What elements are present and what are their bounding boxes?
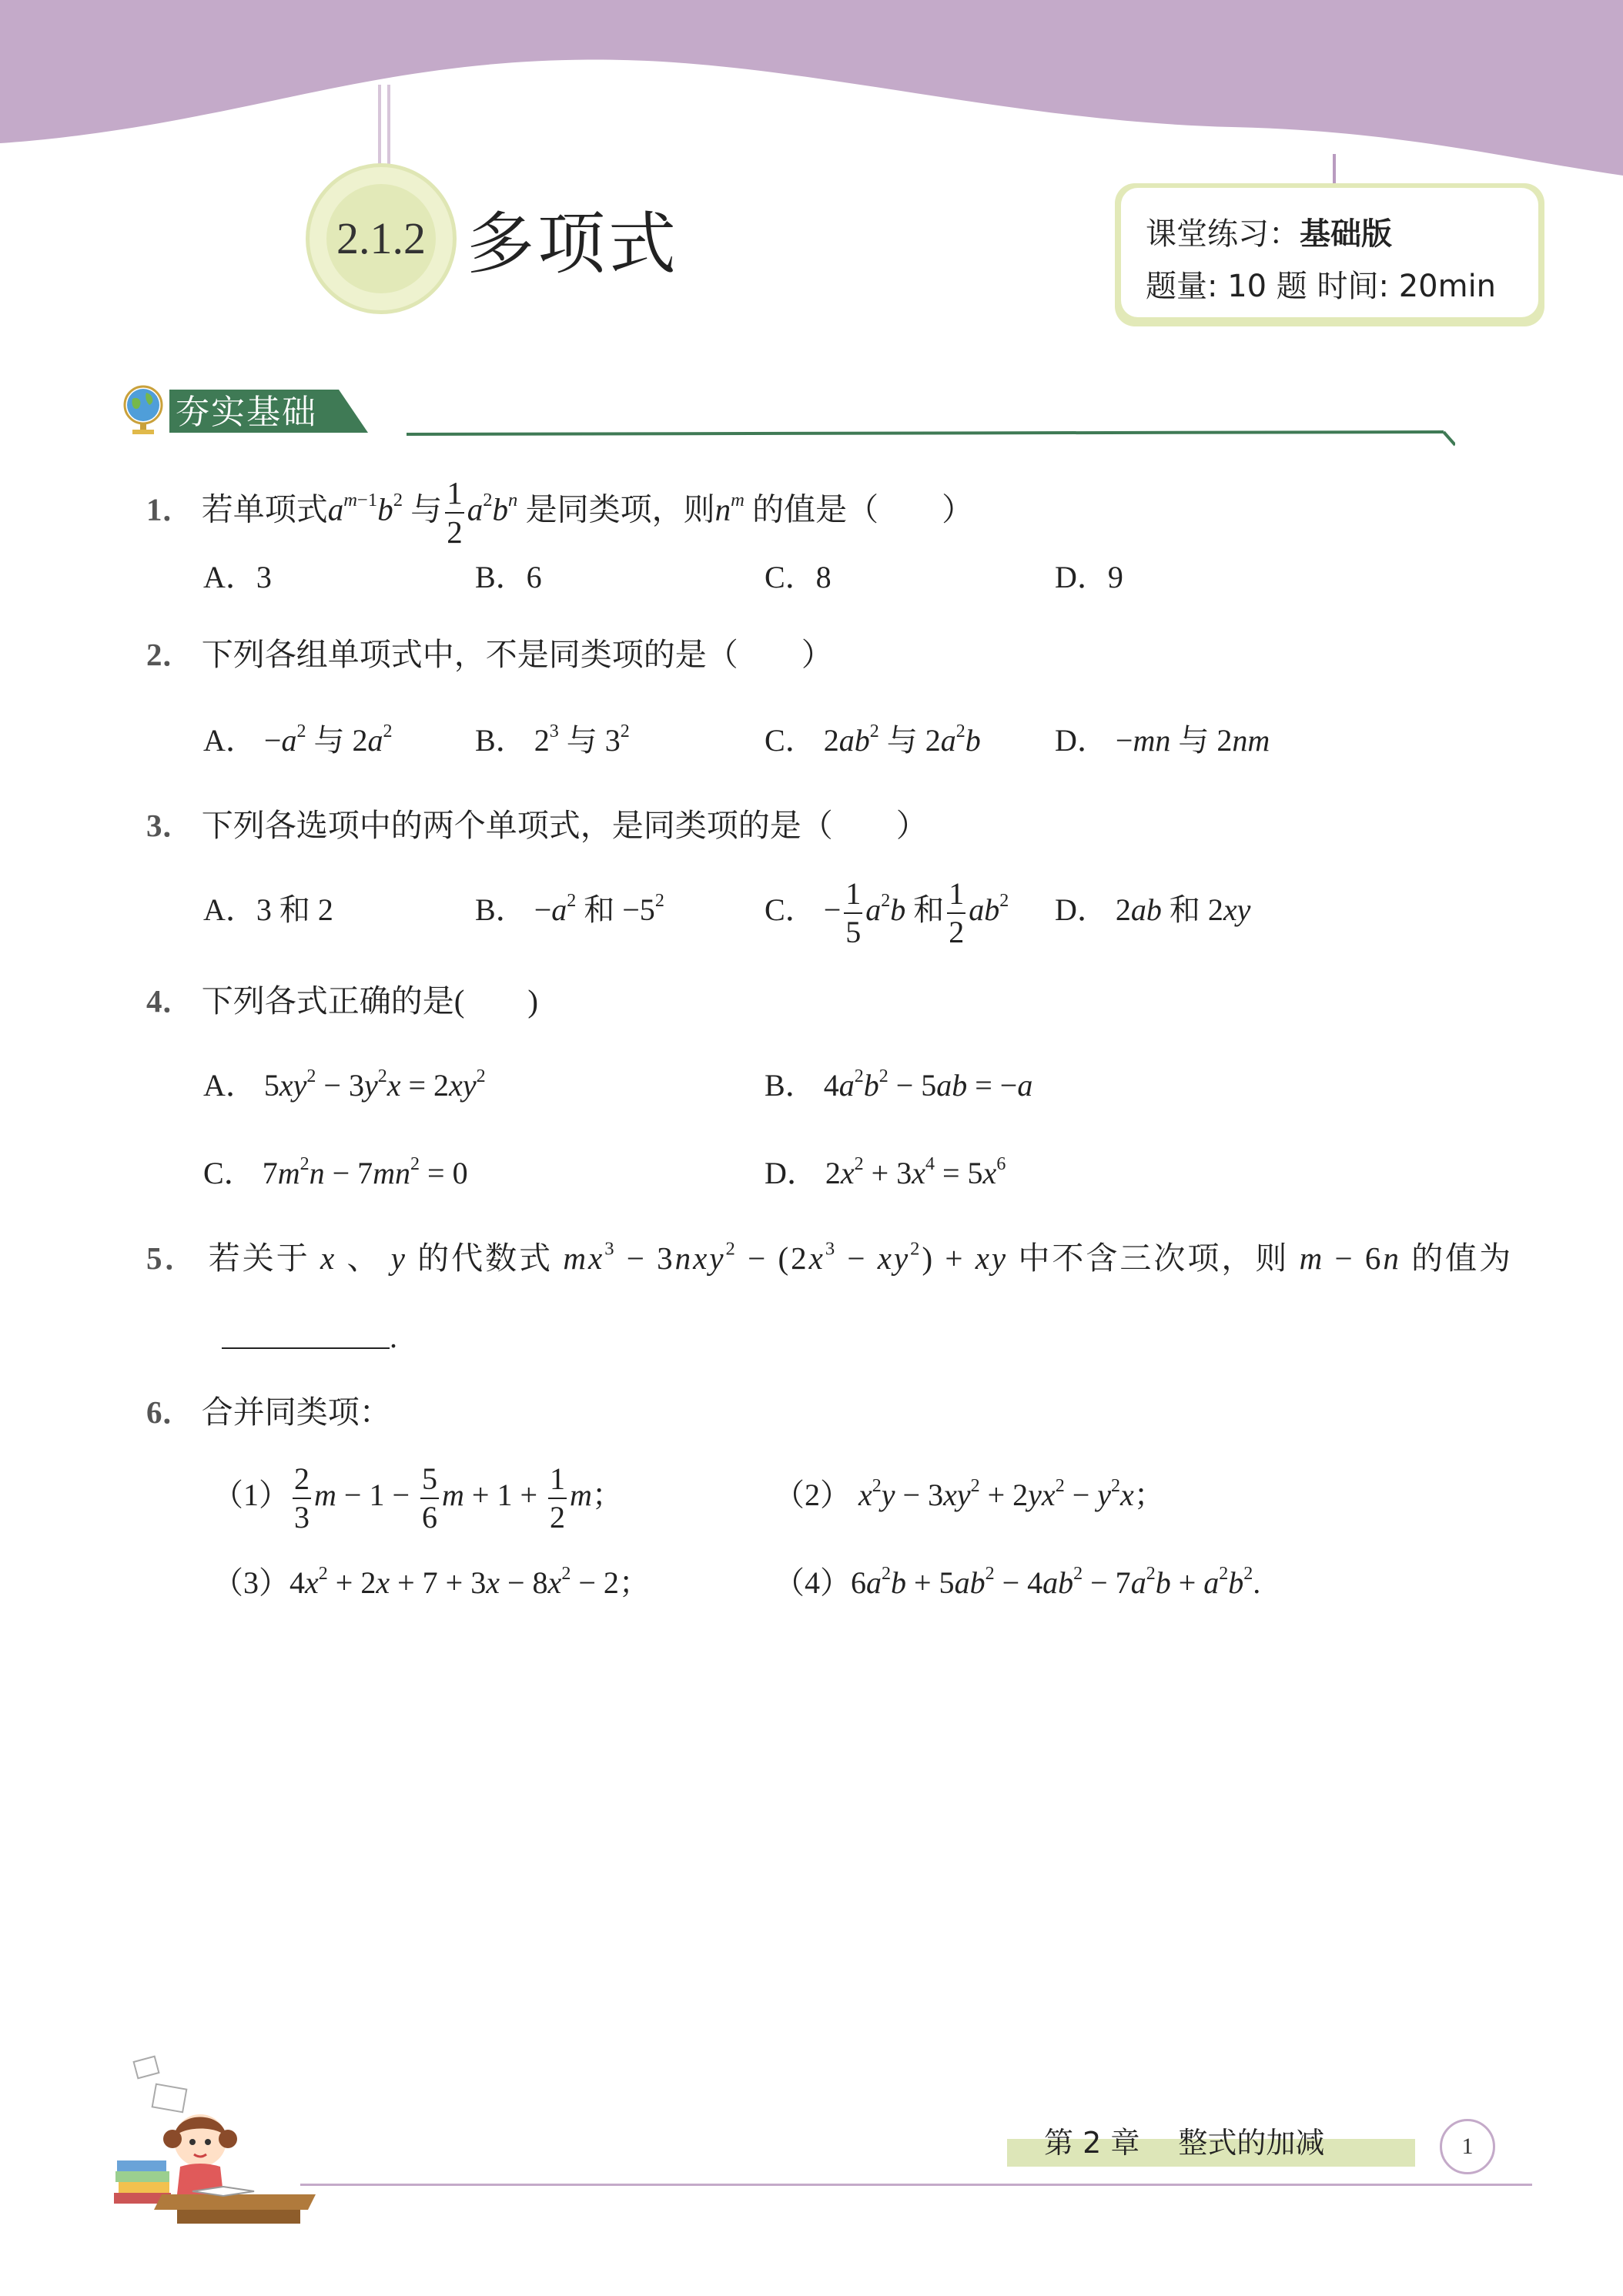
q2-option-c: C． $2ab^2$ 与 $2a^2b$: [765, 721, 981, 758]
fraction-one-fifth: $\frac{1}{5}$: [845, 875, 862, 949]
q6-part-4: $(4)6a^2b + 5ab^2 - 4ab^2 - 7a^2b + a^2b^2$.: [774, 1564, 1261, 1600]
fraction-one-half: $\frac{1}{2}$: [447, 475, 463, 550]
question-6: 6． 合并同类项：: [146, 1394, 391, 1430]
question-count-time: 题量: 10 题 时间: 20min: [1146, 269, 1497, 304]
q6-part-3: $(3)4x^2 + 2x + 7 + 3x - 8x^2 - 2$；: [212, 1564, 650, 1600]
question-number: 1．: [146, 491, 194, 527]
section-number-badge: [306, 163, 457, 314]
question-number: 5．: [146, 1240, 199, 1276]
q6-part-2: （2） $x^2y - 3xy^2 + 2yx^2 - y^2x$；: [774, 1476, 1165, 1512]
answer-blank[interactable]: [222, 1347, 390, 1349]
q3-option-c: C． − $\frac{1}{5}$ $a^2b$ 和 $\frac{1}{2}$ $ab^2$: [765, 875, 1009, 949]
section-banner-title: 夯实基础: [176, 393, 317, 432]
q2-option-a: A． $-a^2$ 与 $2a^2$: [203, 721, 393, 758]
q1-option-c: C．8: [765, 560, 832, 594]
q3-option-b: B． $-a^2$ 和 $-5^2$: [475, 891, 664, 927]
q1-option-a: A．3: [203, 560, 272, 594]
q2-option-b: B． $2^3$ 与 $3^2$: [475, 721, 630, 758]
question-3: 3． 下列各选项中的两个单项式，是同类项的是（ ）: [146, 808, 928, 843]
question-number: 3．: [146, 808, 194, 843]
q1-option-b: B．6: [475, 560, 542, 594]
globe-icon: [123, 385, 163, 425]
page-title: 多项式: [467, 204, 680, 283]
info-box: [1115, 183, 1544, 326]
q4-option-c: C． $7m^2n - 7mn^2 = 0$: [203, 1154, 468, 1190]
q6-part-1: （1） $\frac{2}{3}$ m − 1 − $\frac{5}{6}$ m + 1 + $\frac{1}{2}$ m；: [212, 1461, 623, 1535]
blank-period: .: [390, 1320, 397, 1354]
q1-option-d: D．9: [1055, 560, 1123, 594]
section-number: 2.1.2: [336, 213, 426, 263]
page-number: 1: [1440, 2119, 1495, 2174]
fraction-one-half: $\frac{1}{2}$: [949, 875, 965, 949]
footer-rule: [300, 2184, 1532, 2186]
q4-option-a: A． $5xy^2 - 3y^2x = 2xy^2$: [203, 1066, 486, 1103]
student-illustration: [108, 2048, 323, 2233]
question-number: 2．: [146, 637, 194, 672]
q4-option-b: B． $4a^2b^2 - 5ab = -a$: [765, 1066, 1033, 1103]
question-number: 4．: [146, 983, 194, 1019]
question-number: 6．: [146, 1394, 194, 1430]
section-banner-decor: [123, 383, 1455, 453]
q3-option-a: A．3 和 2: [203, 892, 333, 927]
q4-option-d: D． $2x^2 + 3x^4 = 5x^6$: [765, 1154, 1006, 1190]
question-5: 5． 若关于 x 、 y 的代数式 $mx^3 - 3nxy^2 - (2x^3 - xy^2)$ + xy 中不含三次项，则 m − 6n 的值为: [146, 1238, 1514, 1276]
question-1: 1． 若单项式$a^{m-1}b^2$ 与 $\frac{1}{2}$ $a^2b^n$ 是同类项，则$n^m$ 的值是（ ）: [146, 475, 974, 550]
footer-chapter: 第 2 章 整式的加减: [1044, 2126, 1325, 2160]
practice-level: 课堂练习：基础版: [1146, 216, 1392, 252]
question-4: 4． 下列各式正确的是( ): [146, 983, 539, 1019]
q3-option-d: D． 2ab 和 2xy: [1055, 892, 1251, 927]
q2-option-d: D． −mn 与 2nm: [1055, 723, 1270, 758]
question-2: 2． 下列各组单项式中，不是同类项的是（ ）: [146, 637, 833, 672]
